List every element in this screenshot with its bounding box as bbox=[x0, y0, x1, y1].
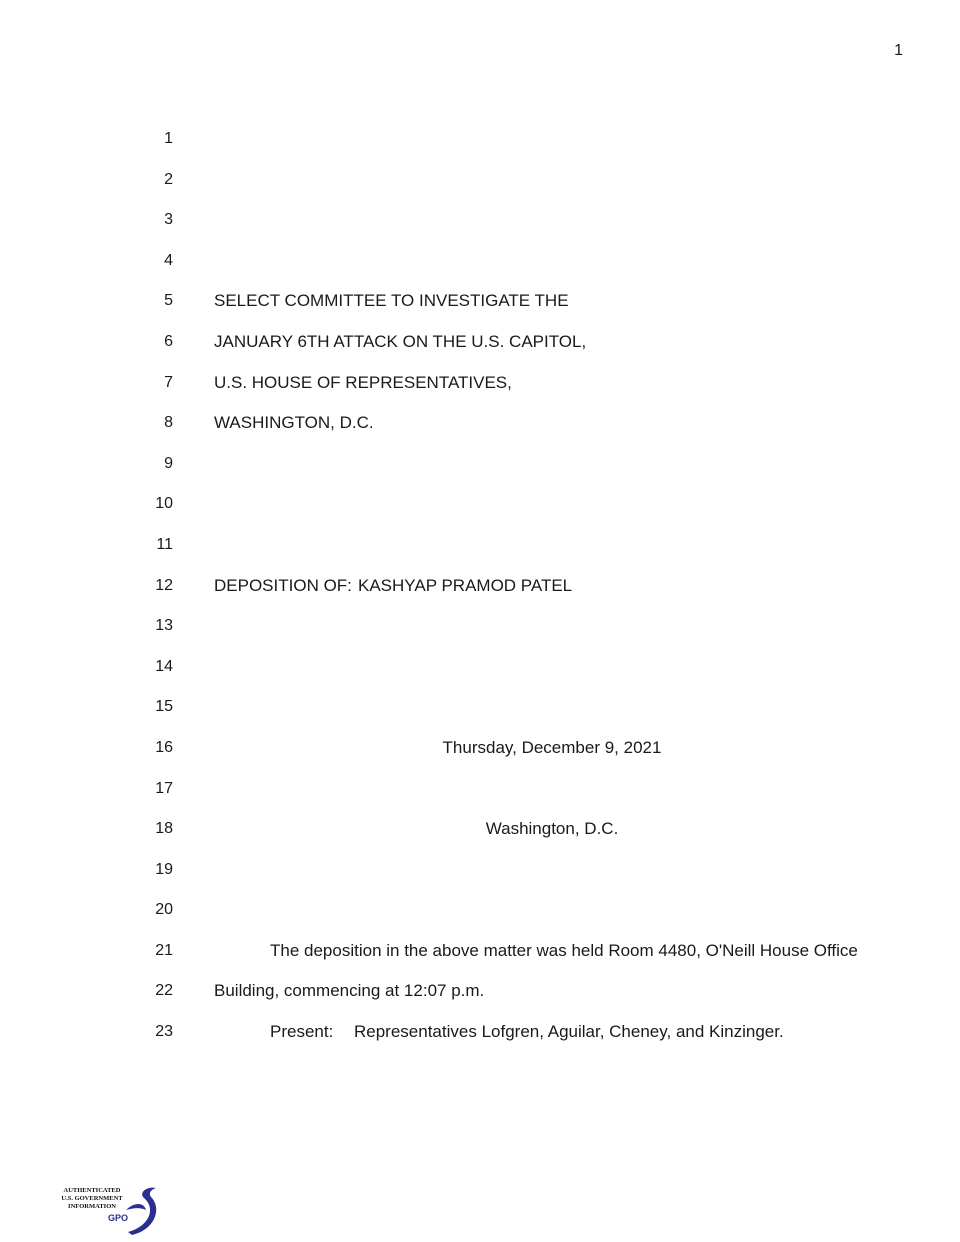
line-number: 3 bbox=[164, 211, 173, 229]
line-number: 4 bbox=[164, 251, 173, 269]
transcript-line bbox=[0, 899, 960, 940]
transcript-line bbox=[0, 372, 960, 413]
transcript-line bbox=[0, 656, 960, 697]
line-number: 10 bbox=[155, 495, 173, 513]
transcript-line bbox=[0, 209, 960, 250]
transcript-line bbox=[0, 859, 960, 900]
transcript-line bbox=[0, 534, 960, 575]
line-number: 14 bbox=[155, 657, 173, 675]
line-number: 6 bbox=[164, 332, 173, 350]
deposition-date: Thursday, December 9, 2021 bbox=[442, 737, 662, 757]
deposition-of-line bbox=[214, 575, 572, 597]
seal-gpo-mark: GPO bbox=[107, 1213, 129, 1223]
committee-title-line: SELECT COMMITTEE TO INVESTIGATE THE bbox=[214, 291, 569, 311]
present-members: Representatives Lofgren, Aguilar, Cheney, and Kinzinger. bbox=[354, 1022, 784, 1042]
transcript-line bbox=[0, 453, 960, 494]
deposition-statement: Building, commencing at 12:07 p.m. bbox=[214, 981, 485, 1001]
transcript-lines bbox=[0, 128, 960, 1062]
page-number: 1 bbox=[894, 42, 903, 59]
transcript-line bbox=[0, 493, 960, 534]
line-number: 2 bbox=[164, 170, 173, 188]
line-number: 12 bbox=[155, 576, 173, 594]
transcript-line bbox=[0, 737, 960, 778]
present-line bbox=[270, 1021, 784, 1043]
seal-text-line-3: INFORMATION bbox=[68, 1203, 116, 1210]
deposition-label: DEPOSITION OF: bbox=[214, 575, 352, 595]
transcript-line bbox=[0, 778, 960, 819]
transcript-line bbox=[0, 128, 960, 169]
line-number: 5 bbox=[164, 292, 173, 310]
line-number: 22 bbox=[155, 982, 173, 1000]
transcript-line bbox=[0, 331, 960, 372]
eagle-wing-icon bbox=[126, 1204, 146, 1210]
committee-title-line: JANUARY 6TH ATTACK ON THE U.S. CAPITOL, bbox=[214, 331, 587, 351]
deponent-name: KASHYAP PRAMOD PATEL bbox=[358, 575, 573, 595]
line-number: 9 bbox=[164, 454, 173, 472]
seal-text-line-1: AUTHENTICATED bbox=[63, 1187, 121, 1194]
line-number: 11 bbox=[156, 535, 173, 553]
transcript-line bbox=[0, 818, 960, 859]
line-number: 23 bbox=[155, 1023, 173, 1041]
line-number: 19 bbox=[155, 860, 173, 878]
line-number: 8 bbox=[164, 414, 173, 432]
transcript-line bbox=[0, 615, 960, 656]
transcript-line bbox=[0, 250, 960, 291]
gpo-authentication-seal bbox=[58, 1180, 162, 1236]
seal-text-line-2: U.S. GOVERNMENT bbox=[61, 1195, 123, 1202]
line-number: 20 bbox=[155, 901, 173, 919]
deposition-location: Washington, D.C. bbox=[485, 819, 619, 839]
deposition-statement: The deposition in the above matter was held Room 4480, O'Neill House Office bbox=[270, 940, 858, 960]
eagle-icon bbox=[128, 1188, 156, 1235]
line-number: 21 bbox=[155, 941, 173, 959]
line-number: 1 bbox=[164, 130, 173, 147]
line-number: 7 bbox=[164, 373, 173, 391]
transcript-line bbox=[0, 980, 960, 1021]
line-number: 18 bbox=[155, 820, 173, 838]
transcript-line bbox=[0, 290, 960, 331]
line-number: 16 bbox=[155, 738, 173, 756]
transcript-line bbox=[0, 1021, 960, 1062]
line-number: 13 bbox=[155, 617, 173, 635]
committee-location-line: WASHINGTON, D.C. bbox=[214, 413, 374, 433]
line-number: 17 bbox=[155, 779, 173, 797]
line-number: 15 bbox=[155, 698, 173, 716]
transcript-line bbox=[0, 169, 960, 210]
present-label: Present: bbox=[270, 1022, 334, 1042]
transcript-line bbox=[0, 575, 960, 616]
committee-title-line: U.S. HOUSE OF REPRESENTATIVES, bbox=[214, 372, 512, 392]
transcript-line bbox=[0, 940, 960, 981]
transcript-line bbox=[0, 412, 960, 453]
transcript-line bbox=[0, 696, 960, 737]
